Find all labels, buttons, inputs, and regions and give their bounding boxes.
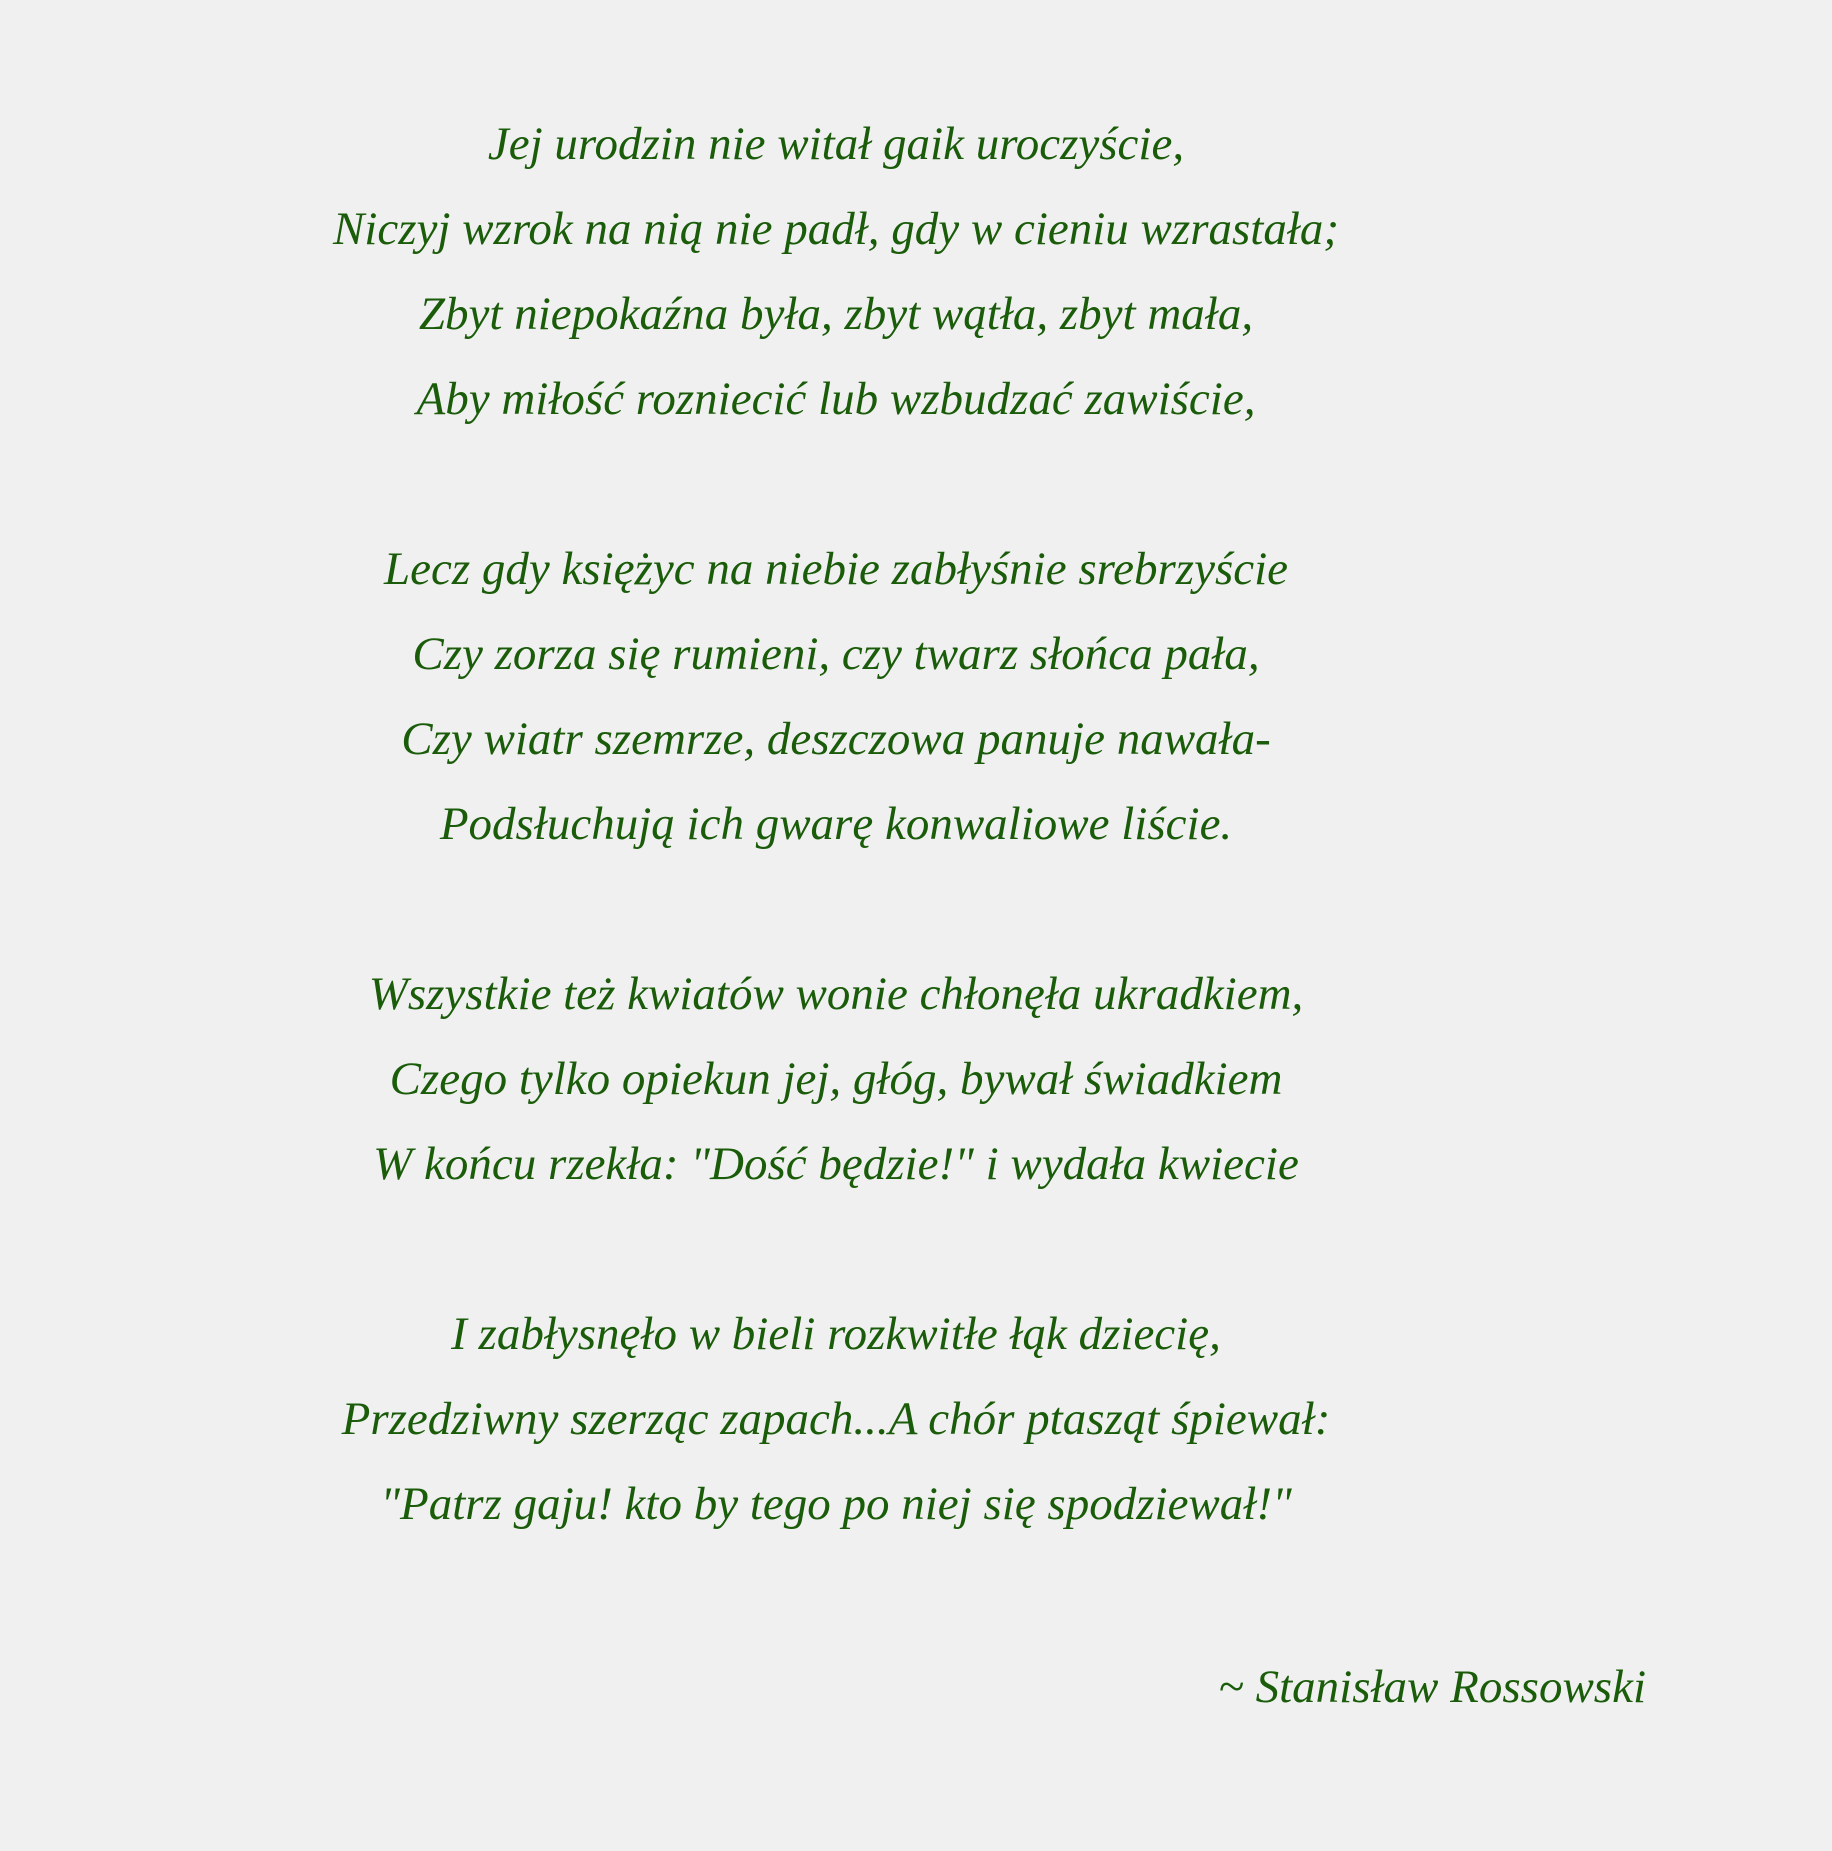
poem-line: I zabłysnęło w bieli rozkwitłe łąk dziecię,: [451, 1308, 1221, 1360]
poem-line: Czy zorza się rumieni, czy twarz słońca pała,: [412, 628, 1260, 680]
stanza-1: [0, 102, 1672, 442]
poem-line: Jej urodzin nie witał gaik uroczyście,: [487, 118, 1185, 170]
stanza-2: [0, 527, 1672, 867]
poem-line: "Patrz gaju! kto by tego po niej się spodziewał!": [380, 1478, 1292, 1530]
poem: [0, 102, 1672, 1632]
poem-line: Zbyt niepokaźna była, zbyt wątła, zbyt mała,: [418, 288, 1254, 340]
stanza-4: [0, 1292, 1672, 1547]
stanza-3: [0, 952, 1672, 1207]
poem-line: Podsłuchują ich gwarę konwaliowe liście.: [439, 798, 1233, 850]
poem-line: Wszystkie też kwiatów wonie chłonęła ukradkiem,: [368, 968, 1304, 1020]
poem-line: Czego tylko opiekun jej, głóg, bywał świadkiem: [389, 1053, 1283, 1105]
poem-line: Niczyj wzrok na nią nie padł, gdy w cieniu wzrastała;: [332, 203, 1340, 255]
poem-line: Lecz gdy księżyc na niebie zabłyśnie srebrzyście: [383, 543, 1289, 595]
poem-line: Czy wiatr szemrze, deszczowa panuje nawała-: [401, 713, 1271, 765]
poem-line: Aby miłość rozniecić lub wzbudzać zawiście,: [416, 373, 1256, 425]
poem-signature: ~ Stanisław Rossowski: [1218, 1661, 1646, 1713]
poem-line: W końcu rzekła: "Dość będzie!" i wydała kwiecie: [373, 1138, 1299, 1190]
poem-line: Przedziwny szerząc zapach...A chór ptasząt śpiewał:: [341, 1393, 1331, 1445]
